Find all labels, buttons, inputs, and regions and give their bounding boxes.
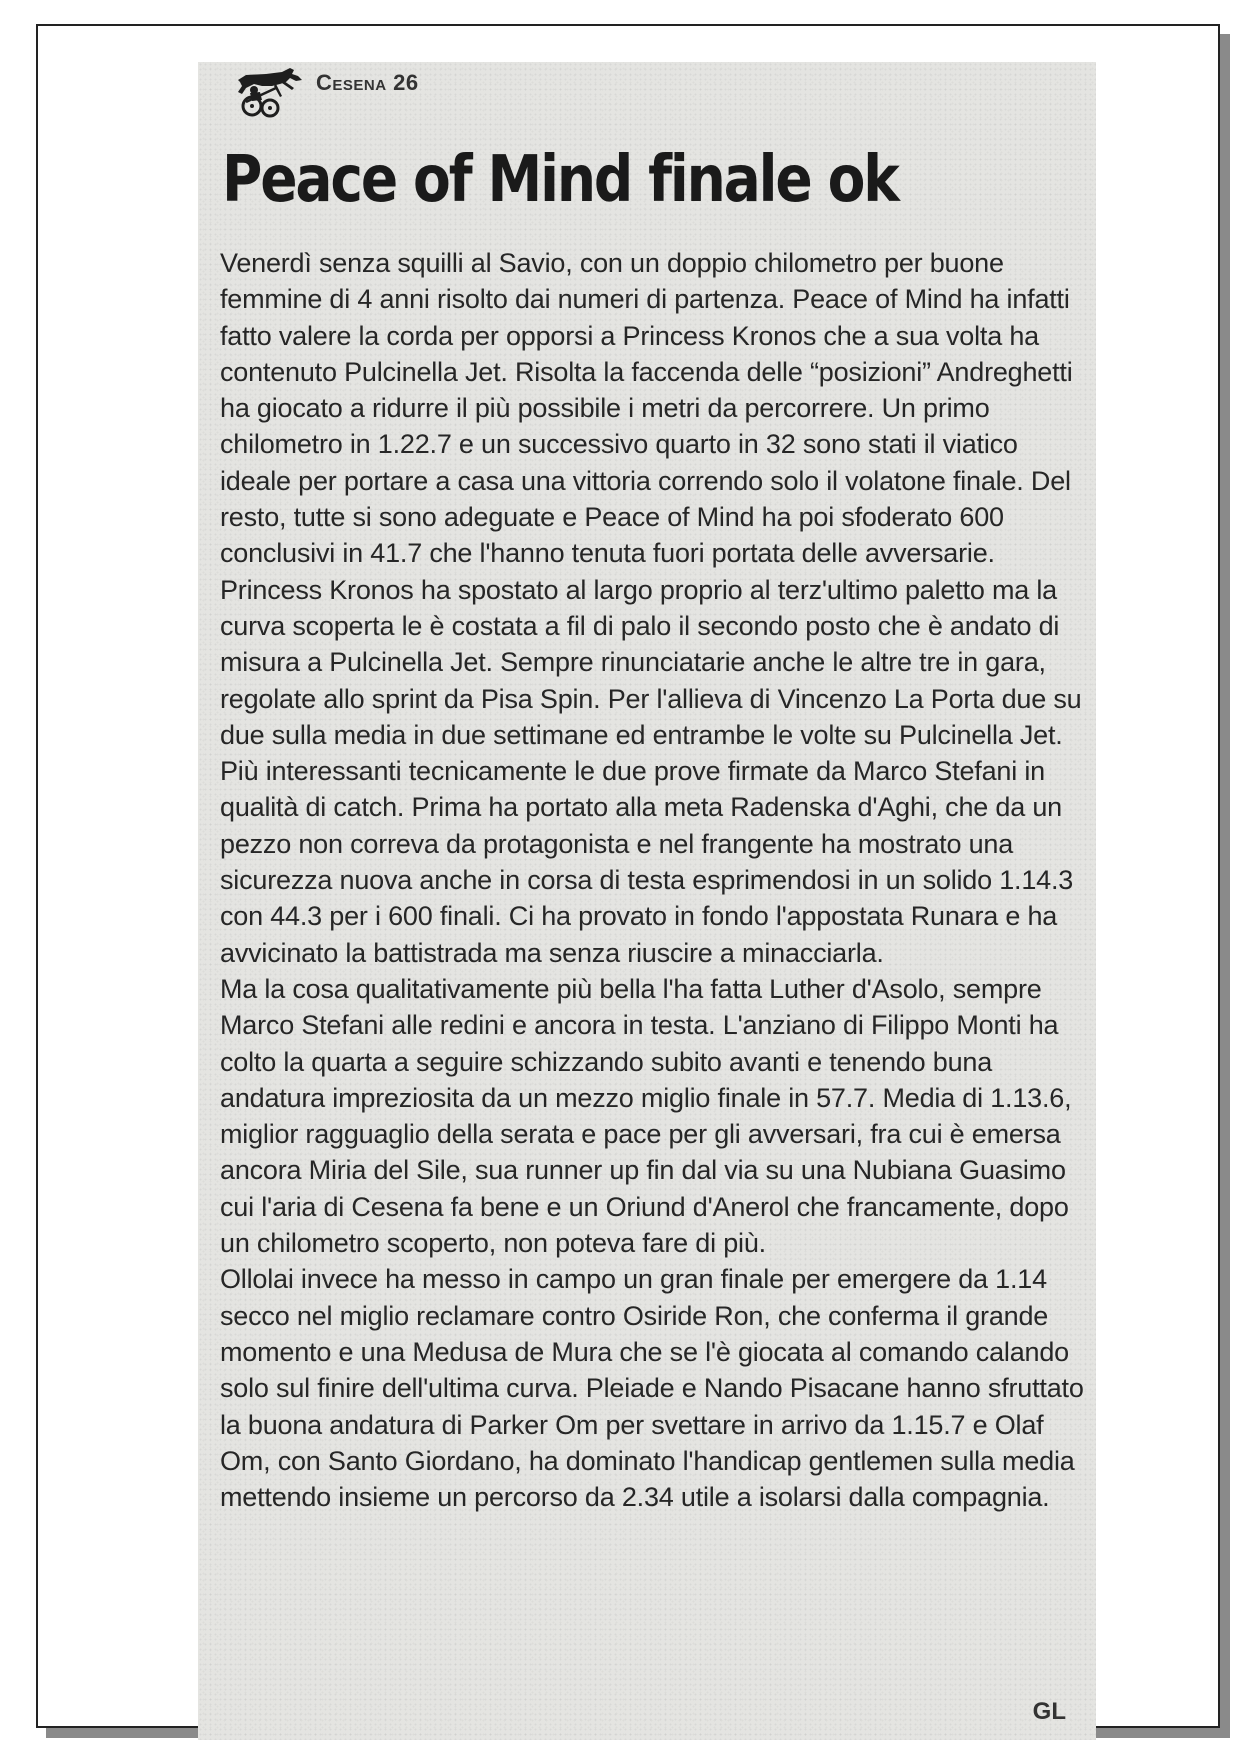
article-paragraph: Venerdì senza squilli al Savio, con un doppio chilometro per buone femmine di 4 anni risolto dai numeri di partenza. Peace of Mind ha infatti fatto valere la corda per opporsi a Princess Kronos che a sua volta ha contenuto Pulcinella Jet. Risolta la faccenda delle “posizioni” Andreghetti ha giocato a ridurre il più possibile i metri da percorrere. Un primo chilometro in 1.22.7 e un successivo quarto in 32 sono stati il viatico ideale per portare a casa una vittoria correndo solo il volatone finale. Del resto, tutte si sono adeguate e Peace of Mind ha poi sfoderato 600 conclusivi in 41.7 che l'hanno tenuta fuori portata delle avversarie. Princess Kronos ha spostato al largo proprio al terz'ultimo paletto ma la curva scoperta le è costata a fil di palo il secondo posto che è andato di misura a Pulcinella Jet. Sempre rinunciatarie anche le altre tre in gara, regolate allo sprint da Pisa Spin. Per l'allieva di Vincenzo La Porta due su due sulla media in due settimane ed entrambe le volte su Pulcinella Jet. (220, 248, 1082, 750)
section-label: Cesena 26 (316, 70, 419, 95)
headline: Peace of Mind finale ok (222, 143, 898, 217)
newspaper-clipping (198, 62, 1096, 1740)
article-paragraph: Più interessanti tecnicamente le due prove firmate da Marco Stefani in qualità di catch. Prima ha portato alla meta Radenska d'Aghi, che da un pezzo non correva da protagonista e nel frangente ha mostrato una sicurezza nuova anche in corsa di testa esprimendosi in un solido 1.14.3 con 44.3 per i 600 finali. Ci ha provato in fondo l'appostata Runara e ha avvicinato la battistrada ma senza riuscire a minacciarla. (220, 756, 1074, 968)
harness-racing-horse-icon (232, 66, 306, 118)
article-paragraph: Ma la cosa qualitativamente più bella l'ha fatta Luther d'Asolo, sempre Marco Stefani alle redini e ancora in testa. L'anziano di Filippo Monti ha colto la quarta a seguire schizzando subito avanti e tenendo buna andatura impreziosita da un mezzo miglio finale in 57.7. Media di 1.13.6, miglior ragguaglio della serata e pace per gli avversari, fra cui è emersa ancora Miria del Sile, sua runner up fin dal via su una Nubiana Guasimo cui l'aria di Cesena fa bene e un Oriund d'Anerol che francamente, dopo un chilometro scoperto, non poteva fare di più. (220, 973, 1072, 1259)
page-frame (36, 24, 1220, 1728)
article-body (220, 245, 1090, 1515)
article-paragraph: Ollolai invece ha messo in campo un gran finale per emergere da 1.14 secco nel miglio reclamare contro Osiride Ron, che conferma il grande momento e una Medusa de Mura che se l'è giocata al comando calando solo sul finire dell'ultima curva. Pleiade e Nando Pisacane hanno sfruttato la buona andatura di Parker Om per svettare in arrivo da 1.15.7 e Olaf Om, con Santo Giordano, ha dominato l'handicap gentlemen sulla media mettendo insieme un percorso da 2.34 utile a isolarsi dalla compagnia. (220, 1264, 1084, 1513)
section-kicker (232, 66, 419, 118)
byline: GL (1032, 1698, 1066, 1725)
